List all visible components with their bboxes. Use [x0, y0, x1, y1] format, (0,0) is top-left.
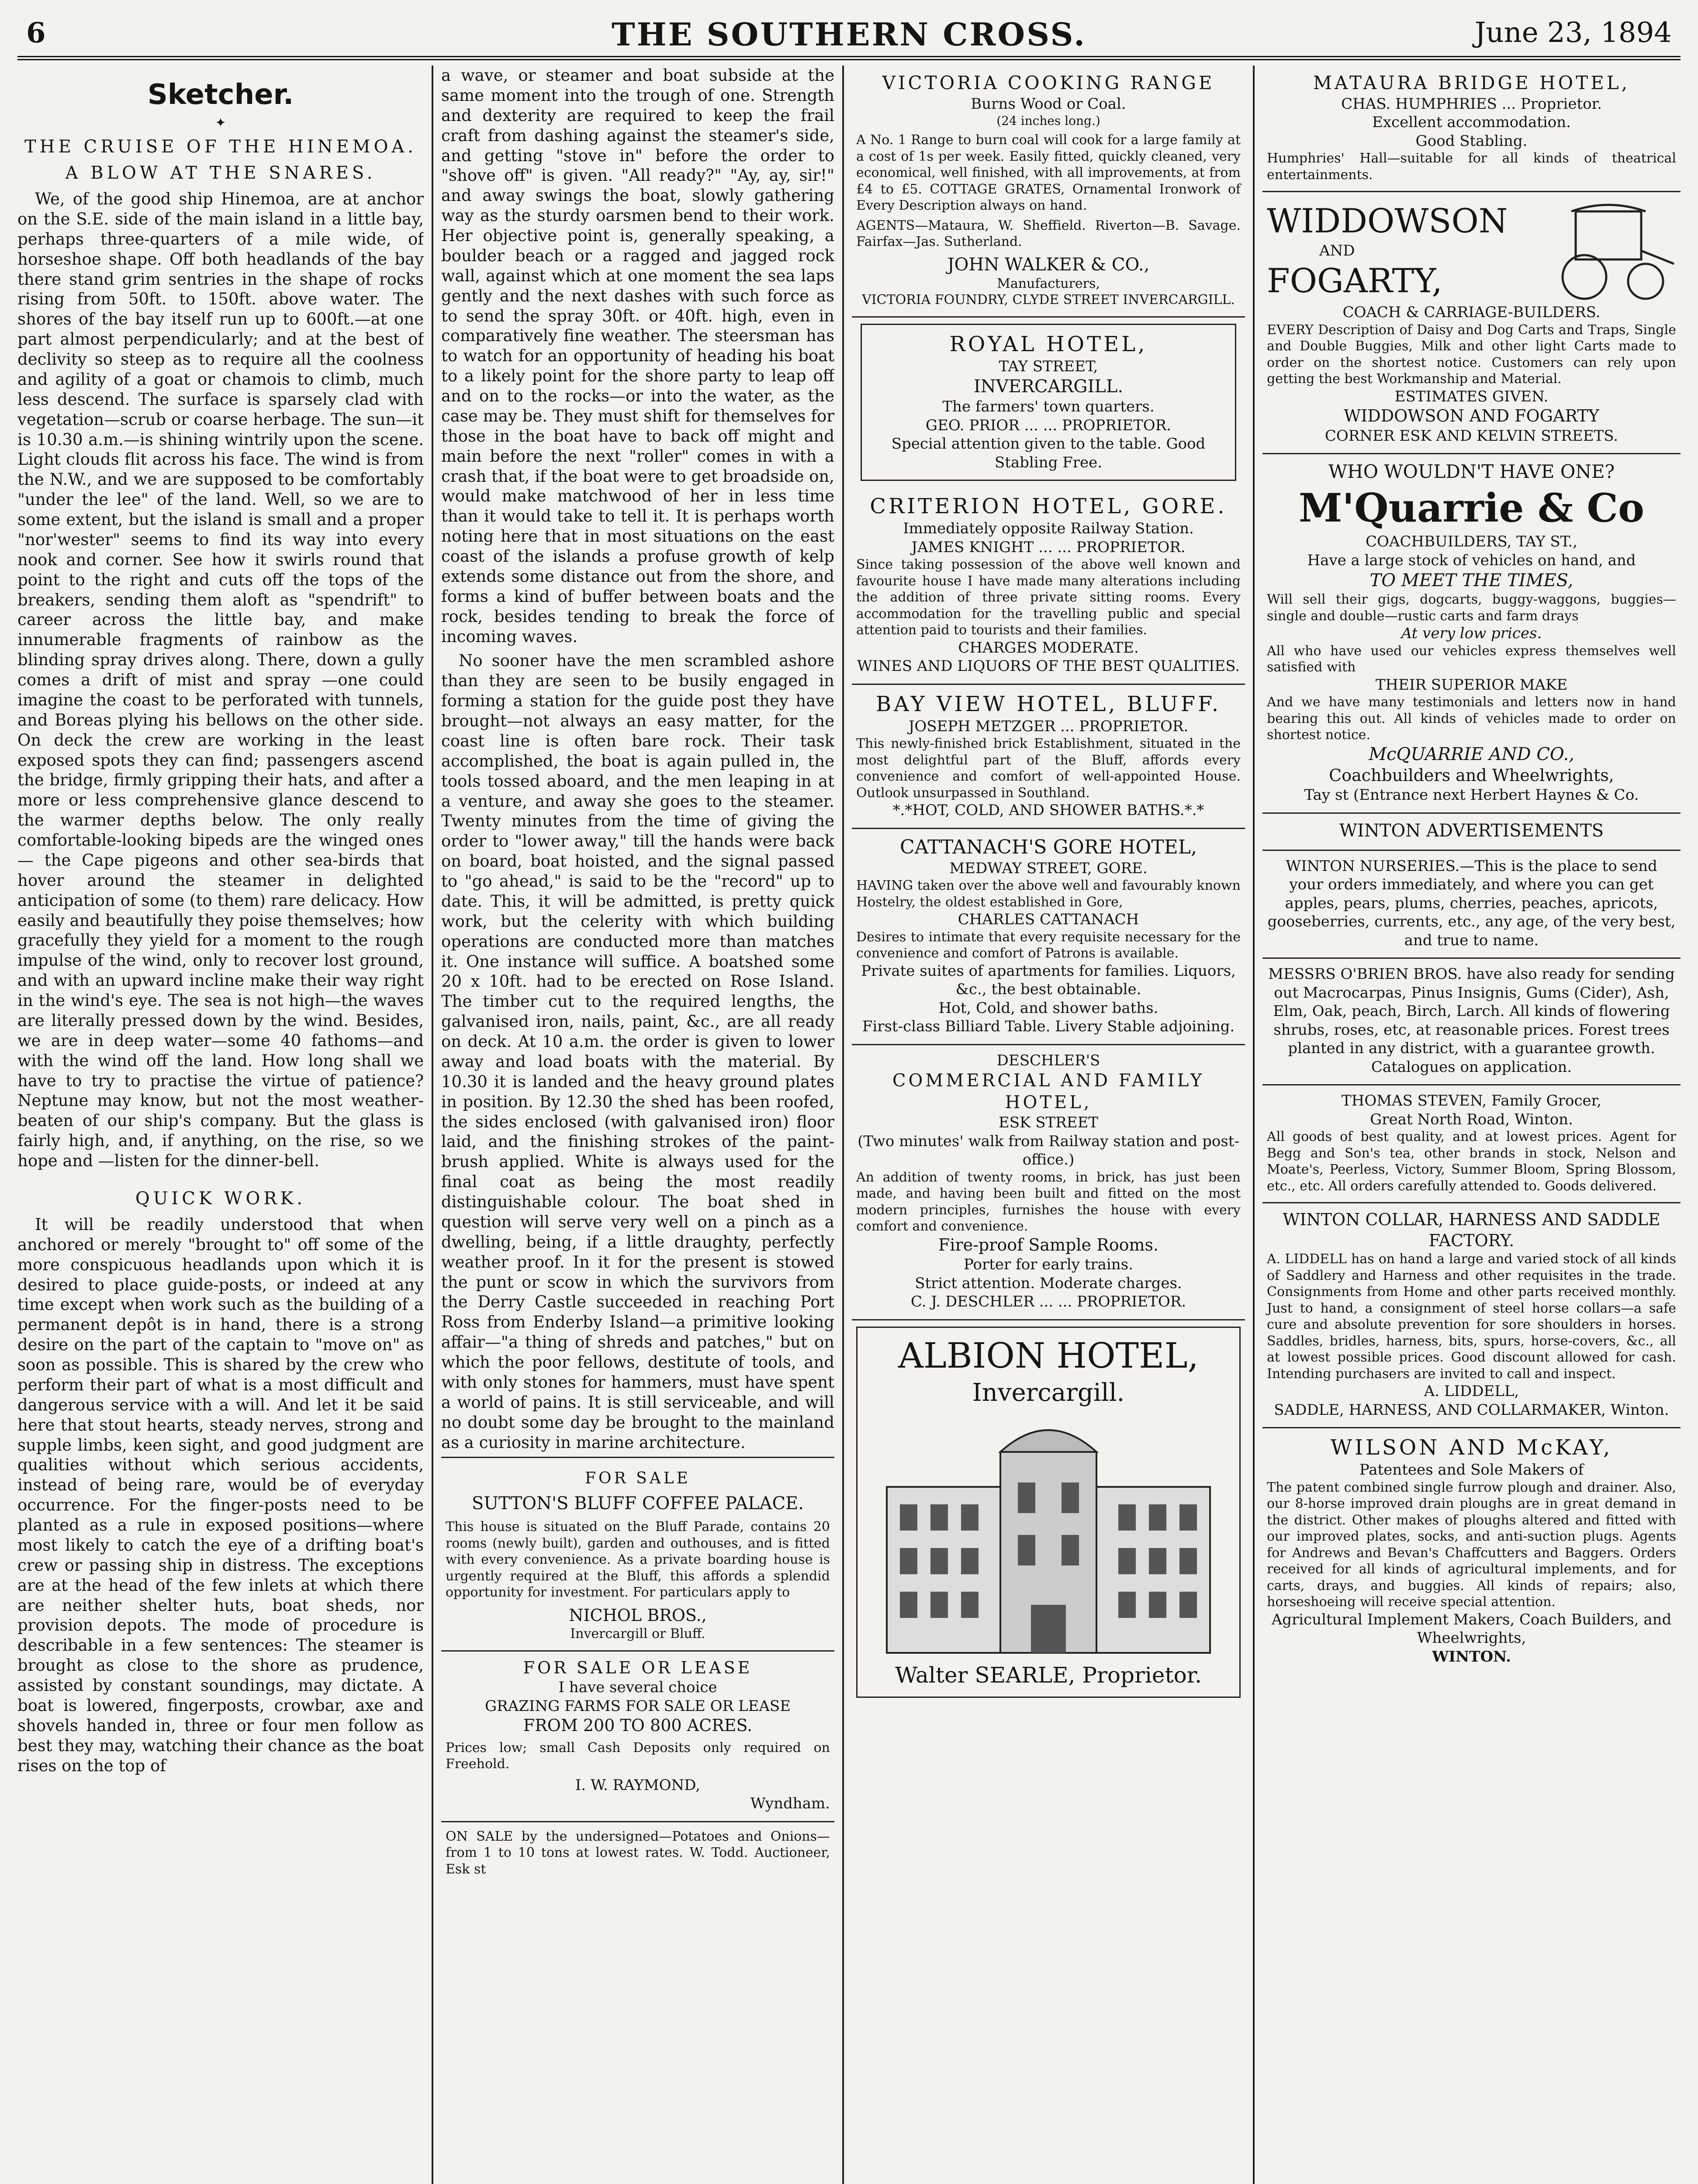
advert-place: Invercargill or Bluff. [570, 1626, 705, 1642]
advert-name: A. LIDDELL, [1424, 1382, 1519, 1400]
advert-line: Manufacturers, [997, 276, 1100, 291]
advert-line: WINTON. [1432, 1648, 1511, 1666]
advert-line: The farmers' town quarters. [942, 398, 1155, 415]
advert-collar [1262, 1203, 1681, 1428]
divider [441, 1457, 834, 1458]
advert-body: Desires to intimate that every requisite necessary for the convenience and comfort of Patrons is available. [856, 929, 1241, 961]
advert-line: (24 inches long.) [996, 114, 1100, 128]
column-2 [441, 66, 834, 2184]
advert-line: WINES AND LIQUORS OF THE BEST QUALITIES. [857, 657, 1240, 675]
advert-line: FROM 200 TO 800 ACRES. [523, 1716, 753, 1735]
advert-line: C. J. DESCHLER ... ... PROPRIETOR. [910, 1293, 1186, 1310]
advert-body: A. LIDDELL has on hand a large and varied stock of all kinds of Saddlery and Harness and other requisites in the trade. Consignments from Home and other parts received monthly. Just to hand, a consignment of steel horse collars—a safe cure and absolute prevention for sore shoulders in horses. Saddles, bridles, harness, bits, spurs, horse-covers, &c., all at lowest possible prices. Good discount allowed for cash. Intending purchasers are invited to call and inspect. [1267, 1251, 1676, 1382]
advert-line: At very low prices. [1401, 625, 1542, 642]
advert-body: Since taking possession of the above well known and favourite house I have made many alterations including the addition of three private sitting rooms. Every accommodation for the travelling public and special attention paid to tourists and their families. [856, 557, 1241, 638]
advert-line: Tay st (Entrance next Herbert Haynes & Co. [1304, 786, 1639, 804]
advert-line: ESK STREET [998, 1114, 1099, 1131]
advert-wilson-mckay [1262, 1428, 1681, 1674]
advert-line: MEDWAY STREET, GORE. [949, 859, 1148, 877]
advert-title: ROYAL HOTEL, [949, 332, 1148, 356]
advert-line: DESCHLER'S [996, 1051, 1100, 1069]
advert-bay-view [852, 685, 1245, 829]
advert-deschler [852, 1045, 1245, 1320]
advert-body: This newly-finished brick Establishment, situated in the most delightful part of the Bluff, affords every convenience and comfort of well-appointed House. Outlook unsurpassed in Southland. [856, 736, 1241, 801]
advert-title: M'Quarrie & Co [1298, 484, 1645, 531]
advert-widdowson-fogarty [1262, 192, 1681, 454]
advert-line: TO MEET THE TIMES, [1369, 570, 1574, 591]
hotel-illustration [869, 1413, 1228, 1657]
divider-ornament: ✦ [215, 115, 226, 131]
advert-body: A No. 1 Range to burn coal will cook for a large family at a cost of 1s per week. Easily fitted, quickly cleaned, very economical, well finished, with all improvements, at from £4 to £5. COTTAGE GRATES, Ornamental Ironwork of Every Description always on hand. [856, 132, 1241, 213]
advert-line: COACH & CARRIAGE-BUILDERS. [1342, 304, 1601, 321]
advert-line: TAY STREET, [999, 357, 1098, 375]
advert-criterion [852, 487, 1245, 685]
advert-line: Excellent accommodation. [1372, 114, 1571, 131]
advert-name: JOHN WALKER & CO., [947, 254, 1150, 275]
advert-sale [441, 1462, 834, 1652]
advert-title: THOMAS STEVEN, Family Grocer, [1342, 1092, 1601, 1109]
advert-line: First-class Billiard Table. Livery Stable adjoining. [862, 1018, 1235, 1035]
advert-place: Wyndham. [750, 1795, 830, 1813]
advert-line: Great North Road, Winton. [1370, 1110, 1573, 1128]
advert-line: Private suites of apartments for families. Liquors, &c., the best obtainable. [861, 962, 1236, 998]
advert-body: The patent combined single furrow plough and drainer. Also, our 8-horse improved drain ploughs are in great demand in the district. Other makes of ploughs altered and fitted with our improved plates, socks, and anti-suction plugs. Agents for Andrews and Bevan's Chaffcutters and Baggers. Orders received for all kinds of agricultural implements, and for carts, drays, and buggies. All kinds of repairs; also, horseshoeing will receive special attention. [1267, 1479, 1676, 1610]
advert-title: CATTANACH'S GORE HOTEL, [899, 836, 1197, 858]
advert-line: JAMES KNIGHT ... ... PROPRIETOR. [911, 538, 1186, 556]
advert-line: CHAS. HUMPHRIES ... Proprietor. [1341, 95, 1602, 113]
advert-body: All who have used our vehicles express themselves well satisfied with [1267, 643, 1676, 675]
advert-body: Prices low; small Cash Deposits only required on Freehold. [446, 1740, 830, 1772]
advert-title: ALBION HOTEL, [898, 1335, 1199, 1376]
advert-victoria-range [852, 66, 1245, 318]
advert-line: Strict attention. Moderate charges. [915, 1274, 1182, 1292]
advert-line: Agricultural Implement Makers, Coach Builders, and Wheelwrights, [1271, 1610, 1672, 1647]
advert-winton-nurseries: WINTON NURSERIES.—This is the place to send your orders immediately, and where you can get apples, pears, plums, cherries, peaches, apricots, gooseberries, currents, etc., any age, of the very best, and true to name. [1262, 851, 1681, 959]
advert-address: VICTORIA FOUNDRY, CLYDE STREET INVERCARGILL. [862, 292, 1235, 308]
advert-body: An addition of twenty rooms, in brick, has just been made, and having been built and fitted on the most modern principles, furnishes the house with every comfort and convenience. [856, 1169, 1241, 1234]
advert-title: FOGARTY, [1267, 261, 1442, 301]
advert-line: WHO WOULDN'T HAVE ONE? [1328, 461, 1615, 482]
advert-line: Hot, Cold, and shower baths. [938, 999, 1159, 1017]
story-paragraph: a wave, or steamer and boat subside at the same moment into the trough of one. Strength and dexterity are required to keep the frail craft from dashing against the steamer's side, and getting "stove in" before the order to "shove off" is given. "All ready?" "Ay, ay, sir!" and away swings the boat, slowly gathering way as the sturdy oarsmen bend to their work. Her objective point is, generally speaking, a boulder beach or a ragged and jagged rock wall, against which at one moment the sea laps gently and the next dashes with such force as to send the spray 30ft. or 40ft. high, even in comparatively fine weather. The steersman has to watch for an opportunity of heading his boat to a likely point for the shore party to leap off and on to the rocks—or into the water, as the case may be. They must shift for themselves for those in the boat have to back off might and main before the next "roller" comes in with a crash that, if the boat were to get broadside on, would make matchwood of her in less time than it would take to tell it. It is perhaps worth noting here that in most situations on the east coast of the islands a profuse growth of kelp extends some distance out from the shore, and forms a kind of buffer between boats and the rock, besides tending to break the force of incoming waves. [441, 66, 834, 646]
masthead [17, 8, 1681, 60]
advert-body: And we have many testimonials and letters now in hand bearing this out. All kinds of vehicles made to order on shortest notice. [1267, 695, 1676, 743]
column-divider [1253, 66, 1255, 2184]
advert-heading: FOR SALE [585, 1469, 691, 1488]
advert-mcquarrie [1262, 454, 1681, 814]
advert-line: COACHBUILDERS, TAY ST., [1366, 533, 1577, 550]
advert-body: HAVING taken over the above well and favourably known Hostelry, the oldest established in Gore, [856, 878, 1241, 910]
advert-name: CHARLES CATTANACH [958, 911, 1139, 928]
advert-proprietor: Walter SEARLE, Proprietor. [895, 1662, 1202, 1688]
story-subtitle: A BLOW AT THE SNARES. [65, 163, 376, 183]
story-paragraph: It will be readily understood that when anchored or merely "brought to" off some of the more conspicuous headlands upon which it is desired to place guide-posts, or indeed at any time except when work such as the building of a permanent depôt is in hand, there is a strong desire on the part of the captain to "move on" as soon as possible. This is shared by the crew who perform their part of what is a most difficult and dangerous service with a will. And let it be said here that stout hearts, steady nerves, strong and supple limbs, keen sight, and good judgment are qualities without which serious accidents, instead of being rare, would be of everyday occurrence. For the finger-posts need to be planted as a rule in exposed positions—where most likely to catch the eye of a drifting boat's crew or passing ship in distress. The exceptions are at the head of the few inlets at which there are neither shelter huts, boat sheds, nor provision depots. The mode of procedure is describable in a few sentences: The steamer is brought as close to the shore as prudence, assisted by constant soundings, may dictate. A boat is lowered, fingerposts, crowbar, axe and shovels handed in, three or four men follow as best they may, watching their chance as the boat rises on the top of [17, 1215, 424, 1775]
advert-line: JOSEPH METZGER ... PROPRIETOR. [908, 717, 1189, 735]
advert-name: I. W. RAYMOND, [575, 1776, 701, 1794]
advert-line: SADDLE, HARNESS, AND COLLARMAKER, Winton. [1274, 1401, 1669, 1419]
advert-steven [1262, 1085, 1681, 1203]
advert-title: BAY VIEW HOTEL, BLUFF. [875, 691, 1221, 716]
advert-line: Patentees and Sole Makers of [1359, 1461, 1584, 1479]
advert-place: Invercargill. [972, 1378, 1125, 1407]
advert-body: Humphries' Hall—suitable for all kinds of theatrical entertainments. [1267, 151, 1676, 183]
advert-line: INVERCARGILL. [973, 377, 1124, 397]
advert-line: Have a large stock of vehicles on hand, and [1307, 551, 1636, 569]
advert-line: CHARGES MODERATE. [958, 639, 1139, 657]
advert-albion [856, 1327, 1241, 1698]
issue-date: June 23, 1894 [1474, 17, 1672, 49]
advert-title: WINTON COLLAR, HARNESS AND SADDLE FACTORY. [1283, 1210, 1660, 1250]
advert-line: AND [1319, 242, 1355, 259]
column-1 [17, 66, 424, 2184]
advert-title: MATAURA BRIDGE HOTEL, [1313, 72, 1630, 93]
advert-line: GRAZING FARMS FOR SALE OR LEASE [484, 1697, 791, 1715]
story-paragraph: We, of the good ship Hinemoa, are at anchor on the S.E. side of the main island in a little bay, perhaps three-quarters of a mile wide, of horseshoe shape. Off both headlands of the bay there stand grim sentries in the shape of rocks rising from 50ft. to 150ft. above water. The shores of the bay itself run up to 600ft.—at one part almost perpendicularly; and at the best of declivity so steep as to require all the coolness and agility of a goat or chamois to climb, much less descend. The surface is sparsely clad with vegetation—scrub or coarse herbage. The sun—it is 10.30 a.m.—is shining wintrily upon the scene. Light clouds flit across his face. The wind is from the N.W., and we are supposed to be comfortably "under the lee" of the land. Well, so we are to some extent, but the island is small and a proper "nor'wester" seems to find its way into every nook and corner. See how it swirls round that point to the right and cuts off the tops of the breakers, sending them aloft as "spendrift" to career across the little bay, and make innumerable fragments of rainbow as the blinding spray drives along. There, down a gully comes a drift of mist and spray —one could imagine the coast to be perforated with tunnels, and Boreas plying his bellows on the other side. On deck the crew are working in the least exposed spots they can find; passengers ascend the bridge, firmly gripping their hats, and after a more or less comprehensive glance descend to the warmer depths below. The only really comfortable-looking bipeds are the winged ones — the Cape pigeons and other sea-birds that hover around the steamer in delighted anticipation of some (to them) rare delicacy. How easily and beautifully they poise themselves; how gracefully they yield for a moment to the rough impulse of the wind, only to recover lost ground, and with an upward incline make their way right in the wind's eye. The sea is not high—the waves are literally pressed down by the wind. Besides, we are in deep water—some 40 fathoms—and with the wind off the land. How long shall we have to try to practise the virtue of patience? Neptune may know, but not the most weather-beaten of our ship's company. But the glass is fairly high, and, if anything, on the rise, so we hope and —listen for the dinner-bell. [17, 190, 424, 1170]
advert-line: Porter for early trains. [964, 1256, 1133, 1273]
advert-line: Immediately opposite Railway Station. [903, 520, 1194, 537]
newspaper-title: THE SOUTHERN CROSS. [611, 16, 1087, 53]
advert-title: SUTTON'S BLUFF COFFEE PALACE. [472, 1493, 804, 1514]
advert-line: Coachbuilders and Wheelwrights, [1329, 765, 1614, 785]
advert-line: WIDDOWSON AND FOGARTY [1344, 406, 1599, 425]
advert-obrien: MESSRS O'BRIEN BROS. have also ready for sending out Macrocarpas, Pinus Insignis, Gums (Cider), Ash, Elm, Oak, peach, Birch, Larch. All kinds of flowering shrubs, roses, etc, at reasonable prices. Forest trees planted in any district, with a guarantee growth. Catalogues on application. [1262, 959, 1681, 1085]
advert-line: I have several choice [558, 1679, 717, 1697]
carriage-icon [1545, 198, 1676, 303]
advert-name: McQUARRIE AND CO., [1369, 744, 1574, 764]
advert-onsale [441, 1822, 834, 1886]
advert-line: Special attention given to the table. Good Stabling Free. [891, 435, 1206, 471]
column-4 [1262, 66, 1681, 2184]
advert-title: WIDDOWSON [1267, 201, 1508, 240]
column-divider [432, 66, 433, 2184]
advert-line: THEIR SUPERIOR MAKE [1375, 676, 1568, 694]
advert-line: Good Stabling. [1415, 132, 1528, 150]
story-paragraph: No sooner have the men scrambled ashore than they are seen to be busily engaged in forming a station for the guide post they have brought—not always an easy matter, for the coast line is often bare rock. Their task accomplished, the boat is again pulled in, the tools tossed aboard, and the men leaping in at a venture, and away she goes to the steamer. Twenty minutes from the time of giving the order to "lower away," till the hands were back on board, boat hoisted, and the signal passed to "go ahead," is said to be the "record" up to date. This, it will be admitted, is pretty quick work, but the celerity with which building operations are conducted more than matches it. One instance will suffice. A boatshed some 20 x 10ft. had to be erected on Rose Island. The timber cut to the required lengths, the galvanised iron, nails, paint, &c., are all ready on deck. At 10 a.m. the order is given to lower away and load boats with the material. By 10.30 it is landed and the heavy ground plates in position. By 12.30 the shed has been roofed, the sides enclosed (with galvanised iron) floor laid, and the finishing strokes of the paint-brush applied. White is always used for the final coat as being the most readily distinguishable colour. The boat shed in question will serve very well on a pinch as a dwelling, being, if a little draughty, perfectly weather proof. In it for the present is stowed the punt or scow in which the survivors from the Derry Castle succeeded in reaching Port Ross from Enderby Island—a primitive looking affair—"a thing of shreds and patches," but on which the poor fellows, destitute of tools, and with only stones for hammers, must have spent a world of pains. It is still serviceable, and will no doubt some day be brought to the mainland as a curiosity in marine architecture. [441, 651, 834, 1452]
advert-royal-hotel [861, 324, 1236, 481]
advert-line: ESTIMATES GIVEN. [1394, 387, 1549, 405]
advert-line: Fire-proof Sample Rooms. [938, 1235, 1159, 1254]
advert-line: (Two minutes' walk from Railway station and post-office.) [858, 1132, 1239, 1168]
advert-title: CRITERION HOTEL, GORE. [870, 494, 1227, 518]
advert-body: This house is situated on the Bluff Parade, contains 20 rooms (newly built), garden and outhouses, and is fitted with every convenience. As a private boarding house is urgently required at the Bluff, this affords a splendid opportunity for investment. For particulars apply to [446, 1519, 830, 1600]
advert-title: WILSON AND McKAY, [1330, 1435, 1613, 1460]
advert-title: COMMERCIAL AND FAMILY HOTEL, [892, 1071, 1205, 1113]
advert-body: EVERY Description of Daisy and Dog Carts and Traps, Single and Double Buggies, Milk and other light Carts made to order on the shortest notice. Customers can rely upon getting the best Workmanship and Material. [1267, 322, 1676, 387]
advert-body: ON SALE by the undersigned—Potatoes and Onions—from 1 to 10 tons at lowest rates. W. Todd. Auctioneer, Esk st [446, 1828, 830, 1877]
advert-title: VICTORIA COOKING RANGE [882, 72, 1215, 93]
advert-line: CORNER ESK AND KELVIN STREETS. [1325, 427, 1618, 445]
advert-mataura [1262, 66, 1681, 192]
story-title: THE CRUISE OF THE HINEMOA. [24, 137, 417, 157]
story-title: QUICK WORK. [135, 1188, 306, 1209]
advert-line: Burns Wood or Coal. [971, 95, 1126, 113]
advert-line: GEO. PRIOR ... ... PROPRIETOR. [925, 416, 1172, 434]
advert-line: *.*HOT, COLD, AND SHOWER BATHS.*.* [892, 802, 1204, 819]
column-3 [852, 66, 1245, 2184]
advert-body: Will sell their gigs, dogcarts, buggy-waggons, buggies—single and double—rustic carts and farm drays [1267, 592, 1676, 624]
advert-lease [441, 1652, 834, 1822]
advert-body: All goods of best quality, and at lowest prices. Agent for Begg and Son's tea, other brands in stock, Nelson and Moate's, Peerless, Victory, Summer Bloom, Spring Blossom, etc., etc. All orders carefully attended to. Goods delivered. [1267, 1129, 1676, 1194]
advert-cattanach [852, 829, 1245, 1045]
section-heading: WINTON ADVERTISEMENTS [1262, 814, 1681, 851]
page-number: 6 [26, 17, 46, 49]
column-divider [842, 66, 844, 2184]
advert-name: NICHOL BROS., [569, 1605, 707, 1625]
advert-agents: AGENTS—Mataura, W. Sheffield. Riverton—B. Savage. Fairfax—Jas. Sutherland. [856, 218, 1241, 249]
advert-heading: FOR SALE OR LEASE [523, 1658, 753, 1677]
section-heading: Sketcher. [147, 79, 294, 111]
